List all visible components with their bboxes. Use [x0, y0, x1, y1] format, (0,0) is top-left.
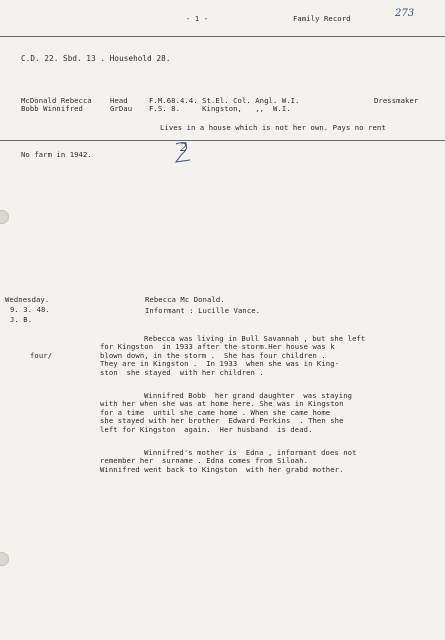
- paragraph: [100, 335, 365, 377]
- interview-date: 9. 3. 48.: [10, 305, 50, 314]
- paragraph-line: Winnifred went back to Kingston with her grabd mother.: [100, 464, 344, 474]
- handwritten-mark: 2: [180, 140, 188, 154]
- farm-note: No farm in 1942.: [21, 150, 92, 159]
- paragraph-line: Rebecca was living in Bull Savannah , but she left: [144, 334, 366, 343]
- paragraph-line: ston she stayed with her children .: [100, 367, 264, 377]
- household-line: C.D. 22. Sbd. 13 . Household 28.: [21, 54, 171, 63]
- member-name: McDonald Rebecca: [21, 96, 92, 105]
- member-details: F.S. 8. Kingston, ,, W.I.: [149, 104, 291, 113]
- paragraph-line: They are in Kingston . In 1933 when she was in King-: [100, 359, 340, 369]
- residence-note: Lives in a house which is not her own. Pays no rent: [160, 123, 386, 132]
- member-relation: GrDau: [110, 104, 133, 113]
- paragraph-line: remember her surname . Edna comes from Siloah.: [100, 456, 309, 466]
- paragraph-line: blown down, in the storm . She has four children .: [100, 350, 326, 360]
- member-name: Bobb Winnifred: [21, 104, 83, 113]
- paragraph: [100, 449, 357, 474]
- interview-subject: Rebecca Mc Donald.: [145, 295, 225, 304]
- paragraph-line: Winnifred Bobb her grand daughter was staying: [144, 391, 353, 400]
- member-relation: Head: [110, 96, 128, 105]
- interviewer-initials: J. B.: [10, 315, 33, 324]
- paragraph-line: with her when she was at home here. She was in Kingston: [100, 399, 344, 409]
- punch-hole-top: [0, 210, 9, 224]
- interview-day: Wednesday.: [5, 295, 50, 304]
- punch-hole-bottom: [0, 552, 9, 566]
- paragraph-line: left for Kingston again. Her husband is dead.: [100, 424, 313, 434]
- section-rule: [0, 140, 445, 141]
- header-rule: [0, 36, 445, 37]
- paragraph: [100, 392, 352, 434]
- member-occupation: Dressmaker: [374, 96, 419, 105]
- margin-note: four/: [30, 351, 53, 360]
- paragraph-line: she stayed with her brother Edward Perkins . Then she: [100, 416, 344, 426]
- page-marker: - 1 -: [186, 14, 209, 23]
- paragraph-line: for a time until she came home . When she came home: [100, 407, 331, 417]
- member-details: F.M.68.4.4. St.El. Col. Angl. W.I.: [149, 96, 300, 105]
- paragraph-line: for Kingston in 1933 after the storm.Her house was k: [100, 342, 335, 352]
- informant: Informant : Lucille Vance.: [145, 306, 261, 315]
- record-label: Family Record: [293, 14, 351, 23]
- handwritten-stroke: [170, 140, 196, 166]
- paragraph-line: Winnifred's mother is Edna , informant does not: [144, 448, 357, 457]
- record-number: 273: [395, 8, 415, 19]
